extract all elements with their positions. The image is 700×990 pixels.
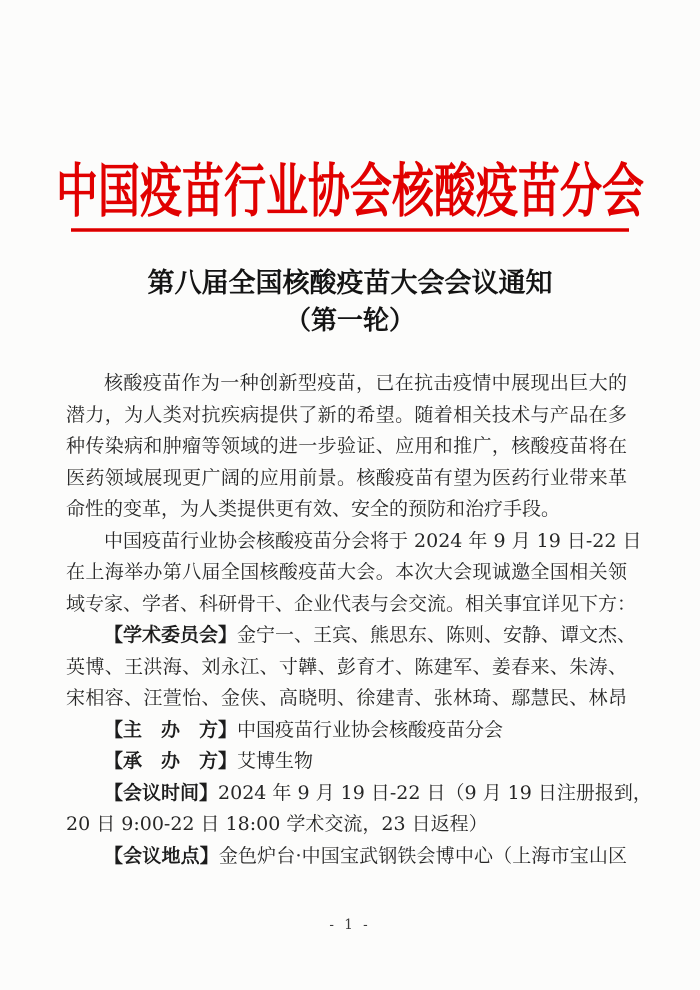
body-line: 宋相容、汪萱怡、金侠、高晓明、徐建青、张林琦、鄢慧民、林昂	[66, 687, 627, 709]
field-value: 艾博生物	[237, 750, 314, 772]
field-label-academic-committee: 【学术委员会】	[104, 624, 238, 646]
body-text	[66, 368, 652, 872]
body-line-meeting-time	[66, 778, 652, 810]
body-line: 在上海举办第八届全国核酸疫苗大会。本次大会现诚邀全国相关领	[66, 561, 627, 583]
body-line-organizer	[66, 746, 627, 778]
field-value: 2024 年 9 月 19 日-22 日（9 月 19 日注册报到，	[218, 781, 652, 804]
page-title: 第八届全国核酸疫苗大会会议通知	[147, 268, 553, 299]
field-value: 金宁一、王宾、熊思东、陈则、安静、谭文杰、	[237, 624, 637, 646]
body-line-host	[66, 715, 627, 747]
field-label-meeting-time: 【会议时间】	[104, 781, 219, 804]
field-label-meeting-venue: 【会议地点】	[104, 844, 219, 867]
field-value: 中国疫苗行业协会核酸疫苗分会	[237, 718, 504, 741]
body-line-academic-committee	[66, 620, 637, 652]
body-line: 中国疫苗行业协会核酸疫苗分会将于 2024 年 9 月 19 日-22 日	[104, 529, 642, 552]
field-label-organizer: 【承 办 方】	[104, 750, 238, 772]
body-line: 20 日 9:00-22 日 18:00 学术交流，23 日返程）	[66, 813, 488, 835]
body-line: 英博、王洪海、刘永江、寸韡、彭育才、陈建军、姜春来、朱涛、	[66, 655, 627, 678]
letterhead-rule	[71, 228, 629, 232]
body-line: 核酸疫苗作为一种创新型疫苗，已在抗击疫情中展现出巨大的	[104, 372, 627, 394]
body-line: 命性的变革，为人类提供更有效、安全的预防和治疗手段。	[66, 498, 561, 520]
body-line: 域专家、学者、科研骨干、企业代表与会交流。相关事宜详见下方：	[66, 592, 637, 615]
page-number: - 1 -	[329, 917, 371, 933]
field-label-host: 【主 办 方】	[104, 718, 238, 741]
letterhead-org-name: 中国疫苗行业协会核酸疫苗分会	[55, 157, 644, 225]
body-line: 医药领域展现更广阔的应用前景。核酸疫苗有望为医药行业带来革	[66, 466, 627, 489]
page-subtitle: （第一轮）	[284, 306, 415, 336]
field-value: 金色炉台·中国宝武钢铁会博中心（上海市宝山区	[218, 844, 627, 867]
body-line-meeting-venue	[66, 841, 627, 873]
body-line: 潜力，为人类对抗疾病提供了新的希望。随着相关技术与产品在多	[66, 403, 627, 426]
body-line: 种传染病和肿瘤等领域的进一步验证、应用和推广，核酸疫苗将在	[66, 435, 627, 457]
